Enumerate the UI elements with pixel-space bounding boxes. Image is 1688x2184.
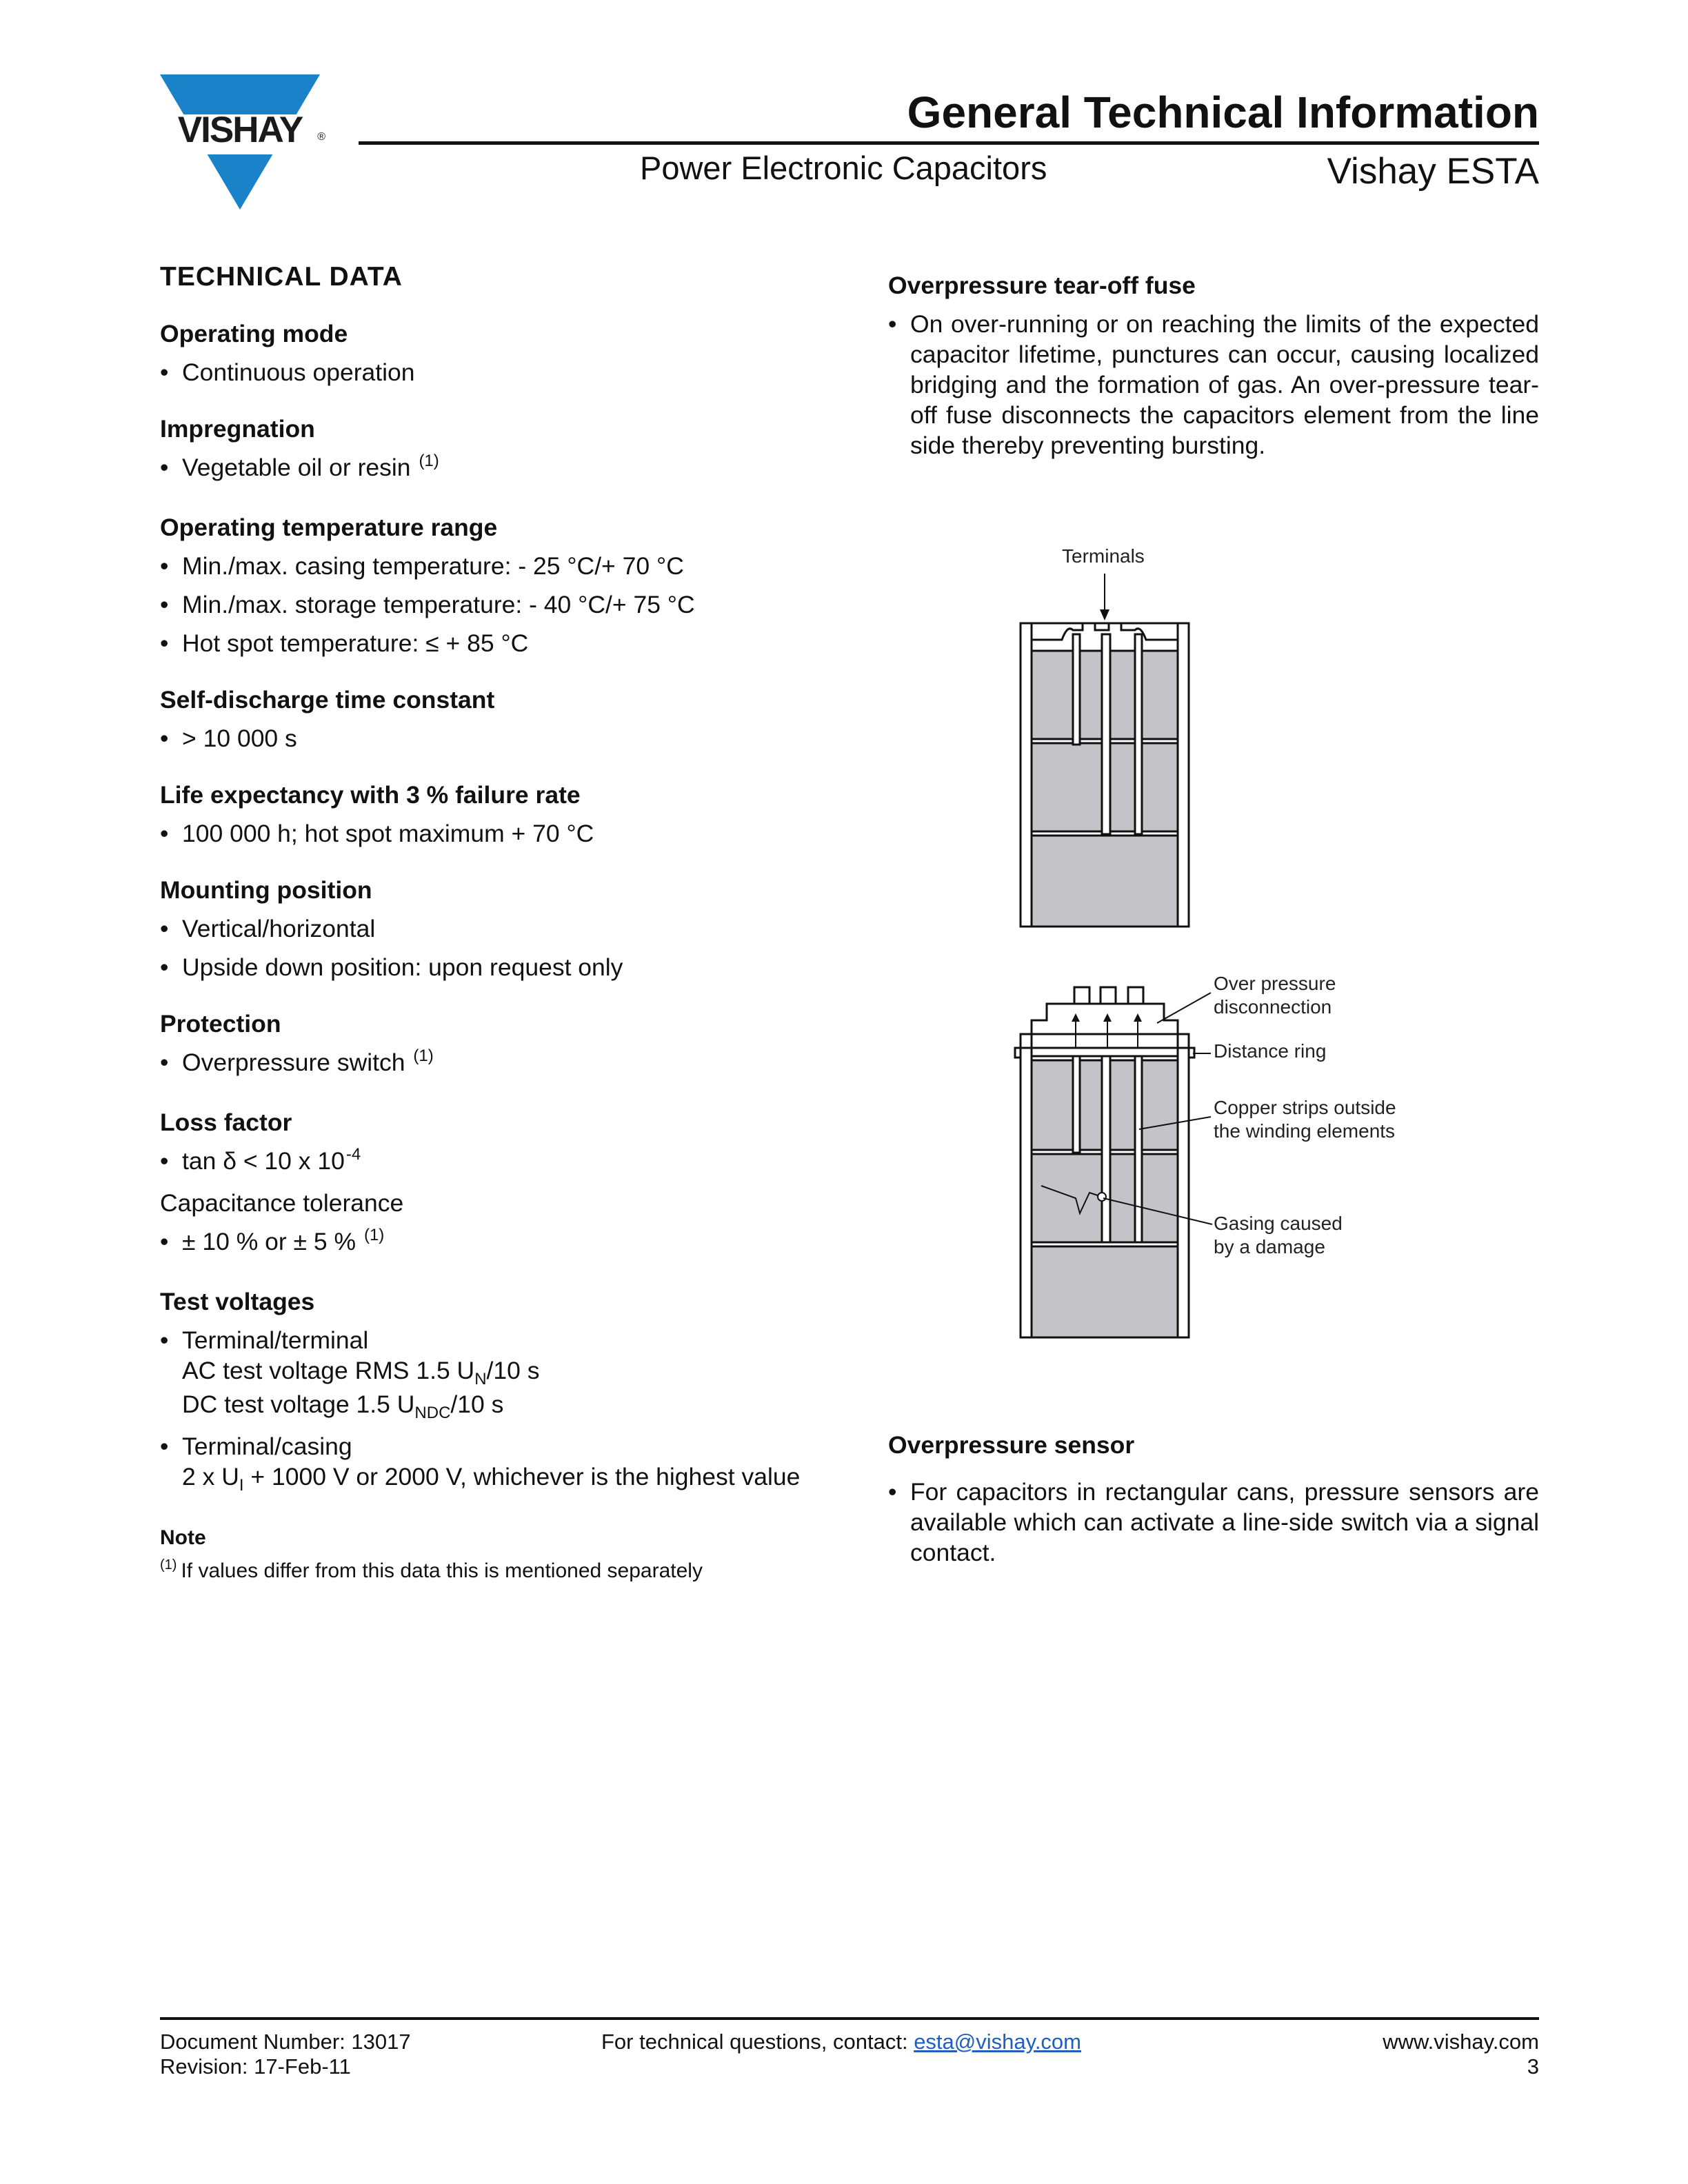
label-over-pressure: Over pressure (1214, 973, 1336, 994)
revision: Revision: 17-Feb-11 (160, 2054, 351, 2079)
contact-line (601, 2030, 1081, 2054)
sensor-description: • For capacitors in rectangular cans, pressure sensors are available which can activate a line-side switch via a signal contact. (888, 1477, 1539, 1568)
bullet-text: ± 10 % or ± 5 % (182, 1228, 356, 1255)
bullet-item (160, 1226, 856, 1260)
document-title: General Technical Information (907, 88, 1539, 137)
section-title: Impregnation (160, 415, 315, 443)
bullet-item: • Min./max. storage temperature: - 40 °C/+ 75 °C (160, 589, 856, 620)
self-discharge-section (160, 685, 856, 754)
page-number: 3 (1527, 2054, 1539, 2079)
capacitor-disconnected-state (1015, 987, 1194, 1337)
section-title: Mounting position (160, 876, 372, 904)
note-text (160, 1557, 856, 1587)
label-copper-strips: Copper strips outside (1214, 1097, 1396, 1118)
dc-test-voltage (160, 1389, 856, 1423)
section-title: Operating mode (160, 320, 348, 347)
sensor-title: Overpressure sensor (888, 1431, 1135, 1459)
text: /10 s (486, 1357, 540, 1384)
temperature-section (160, 512, 856, 658)
header-divider (359, 141, 1539, 145)
note-body: If values differ from this data this is mentioned separately (181, 1559, 703, 1582)
operating-mode-section (160, 318, 856, 387)
section-title: Operating temperature range (160, 514, 498, 541)
division-name: Vishay ESTA (1327, 151, 1539, 192)
tan-delta-text: tan δ < 10 x 10 (182, 1147, 345, 1175)
product-line: Power Electronic Capacitors (640, 150, 1047, 186)
footnote-ref: (1) (413, 1046, 434, 1065)
text: AC test voltage RMS 1.5 U (182, 1357, 475, 1384)
footnote-ref: (1) (363, 1226, 385, 1244)
exponent: -4 (345, 1145, 361, 1164)
bullet-item: • Continuous operation (160, 357, 856, 387)
label-winding-elements: the winding elements (1214, 1120, 1396, 1142)
bullet-item: • Terminal/casing (160, 1431, 856, 1462)
subscript: NDC (414, 1404, 451, 1422)
label-disconnection: disconnection (1214, 996, 1332, 1018)
label-terminals: Terminals (1062, 545, 1145, 567)
technical-data-column (160, 262, 856, 1587)
bullet-item: • Vertical/horizontal (160, 913, 856, 944)
text: /10 s (450, 1391, 504, 1418)
bullet-item: • 100 000 h; hot spot maximum + 70 °C (160, 818, 856, 849)
subscript: I (239, 1476, 244, 1495)
section-title: Protection (160, 1010, 281, 1038)
section-title: Test voltages (160, 1288, 315, 1315)
bullet-item: • > 10 000 s (160, 723, 856, 754)
impregnation-section (160, 414, 856, 486)
fuse-column (888, 270, 1539, 469)
test-voltages-section (160, 1286, 856, 1495)
website-link[interactable]: www.vishay.com (1383, 2030, 1539, 2054)
life-expectancy-section (160, 780, 856, 849)
bullet-item (160, 452, 856, 486)
fuse-description: • On over-running or on reaching the limits of the expected capacitor lifetime, punctures can occur, causing localized bridging and the formation of gas. An over-pressure tear-off fuse disconnects the capacitors element from the line side thereby preventing bursting. (888, 309, 1539, 461)
logo-registered-mark: ® (317, 131, 325, 143)
contact-prefix: For technical questions, contact: (601, 2030, 914, 2054)
section-title: Self-discharge time constant (160, 686, 495, 714)
bullet-item (160, 1146, 856, 1180)
loss-factor-section (160, 1107, 856, 1260)
sensor-section (888, 1430, 1539, 1576)
footnote-ref: (1) (419, 452, 439, 470)
subscript: N (474, 1370, 487, 1388)
text: DC test voltage 1.5 U (182, 1391, 415, 1418)
bullet-text: Overpressure switch (182, 1049, 405, 1076)
bullet-item: • Upside down position: upon request only (160, 952, 856, 982)
text: + 1000 V or 2000 V, whichever is the highest value (243, 1463, 801, 1490)
footnote-ref: (1) (160, 1557, 177, 1573)
document-number: Document Number: 13017 (160, 2030, 411, 2054)
ac-test-voltage (160, 1355, 856, 1389)
terminal-casing-voltage (160, 1462, 856, 1495)
label-gasing: Gasing caused (1214, 1213, 1343, 1234)
mounting-section (160, 875, 856, 982)
bullet-text: Vegetable oil or resin (182, 454, 411, 481)
footer-divider (160, 2017, 1539, 2020)
capacitor-normal-state (1021, 574, 1189, 927)
fuse-title: Overpressure tear-off fuse (888, 272, 1196, 299)
protection-section (160, 1009, 856, 1081)
bullet-item: • Min./max. casing temperature: - 25 °C/+ 70 °C (160, 551, 856, 581)
note-title: Note (160, 1526, 206, 1549)
bullet-item: • Terminal/terminal (160, 1325, 856, 1355)
section-title: Loss factor (160, 1109, 292, 1136)
vishay-logo (160, 74, 325, 210)
label-distance-ring: Distance ring (1214, 1040, 1327, 1062)
bullet-item: • Hot spot temperature: ≤ + 85 °C (160, 628, 856, 658)
capacitance-tolerance-label: Capacitance tolerance (160, 1189, 404, 1217)
section-title: Life expectancy with 3 % failure rate (160, 781, 581, 809)
logo-wordmark: VISHAY (177, 110, 303, 150)
contact-email-link[interactable]: esta@vishay.com (914, 2030, 1081, 2054)
label-damage: by a damage (1214, 1236, 1325, 1257)
technical-data-heading: TECHNICAL DATA (160, 262, 403, 292)
text: 2 x U (182, 1463, 239, 1490)
bullet-item (160, 1047, 856, 1081)
